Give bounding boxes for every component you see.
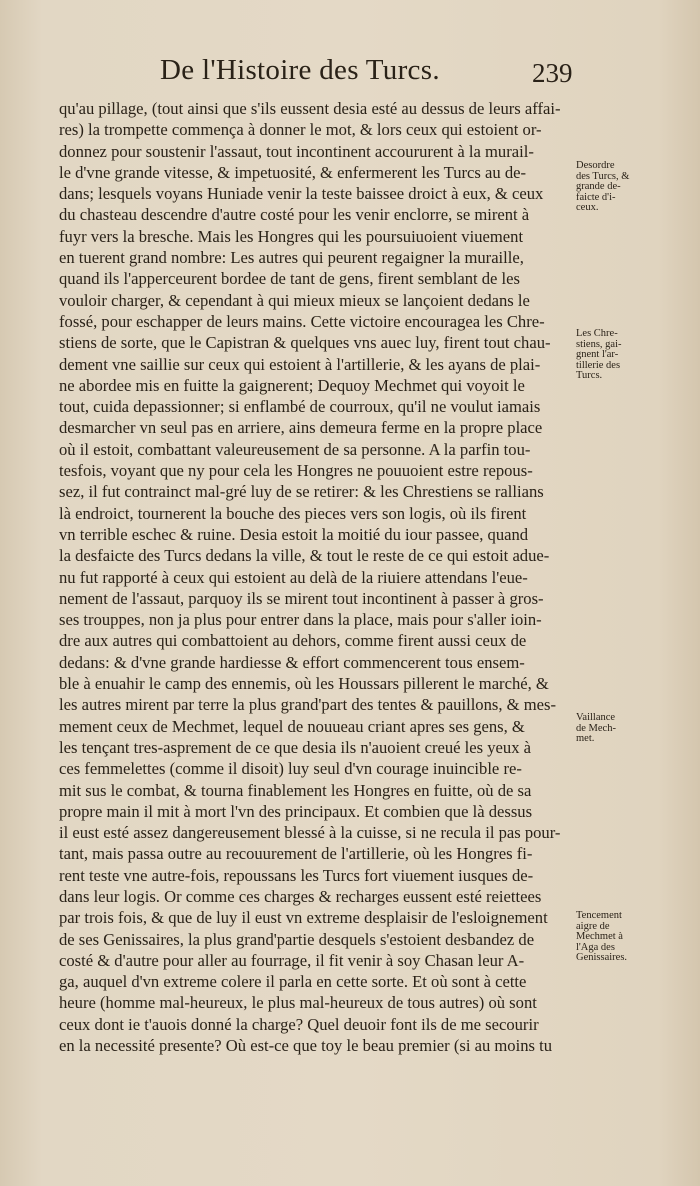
text-line: mement ceux de Mechmet, lequel de nouueau criant apres ses gens, & — [59, 716, 525, 736]
text-line: rent teste vne autre-fois, repoussans les Turcs fort viuement iusques de- — [59, 865, 534, 885]
margin-note-line: ceux. — [576, 202, 599, 213]
margin-note-line: Tencement — [576, 910, 622, 921]
text-line: res) la trompette commença à donner le mot, & lors ceux qui estoient or- — [59, 120, 542, 140]
text-line: stiens de sorte, que le Capistran & quelques vns auec luy, firent tout chau- — [59, 333, 551, 353]
text-line: qu'au pillage, (tout ainsi que s'ils eussent desia esté au dessus de leurs affai- — [59, 99, 561, 118]
margin-note-line: Turcs. — [576, 370, 603, 381]
text-line: de ses Genissaires, la plus grand'partie desquels s'estoient desbandez de — [59, 929, 535, 949]
margin-note-line: met. — [576, 733, 595, 744]
text-line: la desfaicte des Turcs dedans la ville, & tout le reste de ce qui estoit adue- — [59, 546, 550, 566]
margin-note-line: faicte d'i- — [576, 191, 616, 203]
text-line: ses trouppes, non ja plus pour entrer dans la place, mais pour s'aller ioin- — [59, 610, 542, 630]
text-line: en la necessité presente? Où est-ce que toy le beau premier (si au moins tu — [59, 1036, 553, 1056]
text-line: du chasteau descendre d'autre costé pour les venir enclorre, se mirent à — [59, 205, 530, 225]
body-text — [59, 98, 579, 1056]
text-line: le d'vne grande vitesse, & impetuosité, & enfermerent les Turcs au de- — [59, 162, 527, 182]
running-title: De l'Histoire des Turcs. — [160, 54, 440, 86]
margin-note — [576, 329, 646, 382]
text-line: dement vne saillie sur ceux qui estoient à l'artillerie, & les ayans de plai- — [59, 354, 541, 374]
margin-note — [576, 911, 646, 964]
text-line: par trois fois, & que de luy il eust vn extreme desplaisir de l'esloignement — [59, 908, 548, 928]
text-line: donnez pour soustenir l'assaut, tout incontinent accoururent à la murail- — [59, 141, 534, 161]
text-line: tesfois, voyant que ny pour cela les Hongres ne pouuoient estre repous- — [59, 461, 533, 481]
text-line: ne abordee mis en fuitte la gaignerent; Dequoy Mechmet qui voyoit le — [59, 375, 525, 395]
text-line: en tuerent grand nombre: Les autres qui peurent regaigner la muraille, — [59, 248, 524, 268]
text-line: dre aux autres qui combattoient au dehors, comme firent aussi ceux de — [59, 631, 527, 651]
text-line: ble à enuahir le camp des ennemis, où les Houssars pillerent le marché, & — [59, 674, 549, 694]
text-line: propre main il mit à mort l'vn des principaux. Et combien que là dessus — [59, 801, 533, 821]
margin-note-line: Vaillance — [576, 712, 616, 723]
text-line: fuyr vers la bresche. Mais les Hongres qui les poursuiuoient viuement — [59, 226, 524, 246]
text-line: tant, mais passa outre au recouurement de l'artillerie, où les Hongres fi- — [59, 844, 533, 864]
text-line: dans; lesquels voyans Huniade venir la teste baissee droict à eux, & ceux — [59, 184, 544, 204]
text-line: ces femmelettes (comme il disoit) luy seul d'vn courage inuincible re- — [59, 759, 522, 779]
text-line: vn terrible eschec & ruine. Desia estoit la moitié du iour passee, quand — [59, 524, 529, 544]
text-line: nement de l'assaut, parquoy ils se mirent tout incontinent à passer à gros- — [59, 588, 544, 608]
page-header — [0, 54, 700, 94]
text-line: dans leur logis. Or comme ces charges & recharges eussent esté reiettees — [59, 886, 542, 906]
text-line: fossé, pour eschapper de leurs mains. Cette victoire encouragea les Chre- — [59, 311, 545, 331]
text-line: dedans: & d'vne grande hardiesse & effort commencerent tous ensem- — [59, 652, 525, 672]
text-line: ga, auquel d'vn extreme colere il parla en cette sorte. Et où sont à cette — [59, 972, 527, 992]
text-line: mit sus le combat, & tourna finablement les Hongres en fuitte, où de sa — [59, 780, 532, 800]
text-line: ceux dont ie t'auois donné la charge? Quel deuoir font ils de me secourir — [59, 1014, 539, 1034]
margin-note-line: stiens, gai- — [576, 338, 622, 350]
text-line: vouloir charger, & cependant à qui mieux mieux se lançoient dedans le — [59, 290, 530, 310]
margin-note — [576, 713, 646, 745]
margin-note-line: Desordre — [576, 160, 615, 171]
text-line: costé & d'autre pour aller au fourrage, il fit venir à soy Chasan leur A- — [59, 950, 525, 970]
text-line: sez, il fut contrainct mal-gré luy de se retirer: & les Chrestiens se rallians — [59, 482, 544, 502]
text-line: quand ils l'apperceurent bordee de tant de gens, firent semblant de les — [59, 269, 520, 289]
page-number: 239 — [532, 58, 573, 88]
margin-note-line: des Turcs, & — [576, 170, 630, 182]
margin-note-line: aigre de — [576, 920, 610, 932]
margin-note-line: de Mech- — [576, 722, 616, 734]
text-line: où il estoit, combattant valeureusement de sa personne. A la parfin tou- — [59, 439, 531, 459]
text-line: les tençant tres-asprement de ce que desia ils n'auoient creué les yeux à — [59, 737, 532, 757]
text-line: heure (homme mal-heureux, le plus mal-heureux de tous autres) où sont — [59, 993, 537, 1013]
margin-note-line: tillerie des — [576, 359, 621, 371]
margin-note-line: Genissaires. — [576, 952, 628, 963]
margin-note-line: gnent l'ar- — [576, 349, 619, 360]
margin-note-line: Les Chre- — [576, 328, 618, 339]
text-line: desmarcher vn seul pas en arriere, ains demeura ferme en la propre place — [59, 418, 543, 438]
text-line: tout, cuida depassionner; si enflambé de courroux, qu'il ne voulut iamais — [59, 397, 541, 417]
margin-note-line: grande de- — [576, 181, 621, 192]
text-line: nu fut rapporté à ceux qui estoient au delà de la riuiere attendans l'eue- — [59, 567, 528, 587]
text-line: là endroict, tournerent la bouche des pieces vers son logis, où ils firent — [59, 503, 527, 523]
text-line: il eust esté assez dangereusement blessé à la cuisse, si ne recula il pas pour- — [59, 823, 561, 843]
margin-note — [576, 161, 646, 214]
text-line: les autres mirent par terre la plus grand'part des tentes & pauillons, & mes- — [59, 695, 556, 715]
margin-note-line: l'Aga des — [576, 941, 615, 953]
margin-note-line: Mechmet à — [576, 931, 623, 942]
